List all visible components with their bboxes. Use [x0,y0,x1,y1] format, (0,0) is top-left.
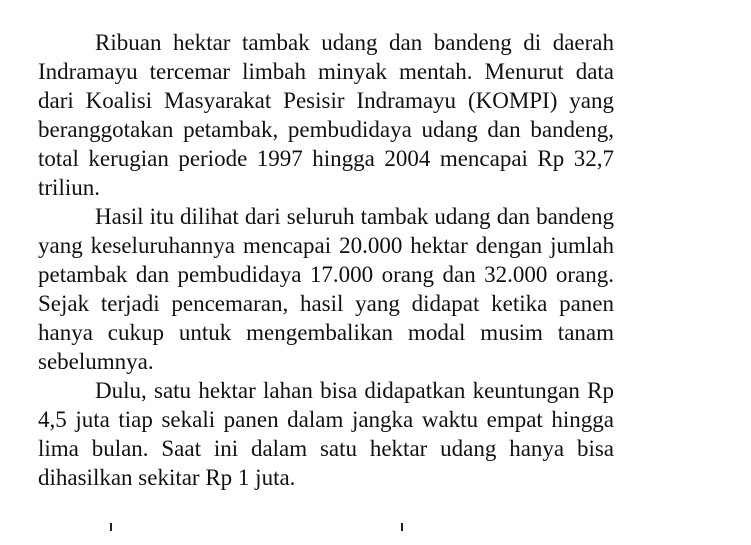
paragraph-1: Ribuan hektar tambak udang dan bandeng di daerah Indramayu tercemar limbah minyak mentah. Menurut data dari Koalisi Masyarakat Pesisir Indramayu (KOMPI) yang beranggotakan petambak, pembudidaya udang dan bandeng, total kerugian periode 1997 hingga 2004 mencapai Rp 32,7 triliun. [38,30,614,200]
paragraph-2: Hasil itu dilihat dari seluruh tambak udang dan bandeng yang keseluruhannya mencapai 20.000 hektar dengan jumlah petambak dan pembudidaya 17.000 orang dan 32.000 orang. Sejak terjadi pencemaran, hasil yang didapat ketika panen hanya cukup untuk mengembalikan modal musim tanam sebelumnya. [38,204,614,374]
page-edge-mark-left [110,523,112,531]
page-edge-mark-right [401,523,403,531]
article-body [38,28,614,492]
paragraph-3: Dulu, satu hektar lahan bisa didapatkan keuntungan Rp 4,5 juta tiap sekali panen dalam jangka waktu empat hingga lima bulan. Saat ini dalam satu hektar udang hanya bisa dihasilkan sekitar Rp 1 juta. [38,378,614,490]
